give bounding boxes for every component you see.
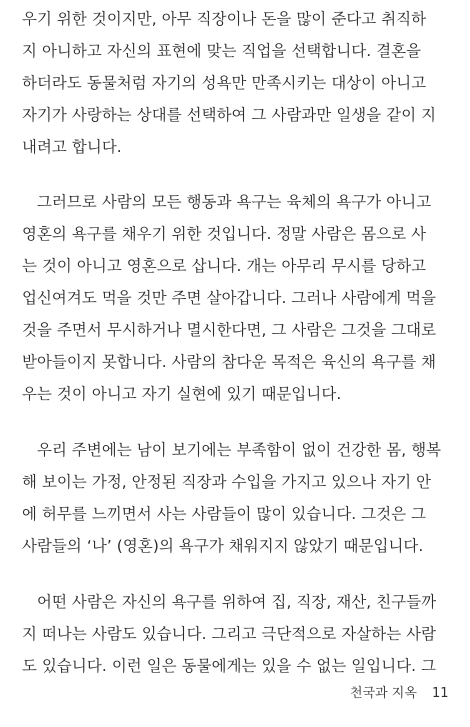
page-footer [0,684,470,704]
text-line: 사람들의 ‘나’ (영혼)의 욕구가 채워지지 않았기 때문입니다. [22,537,424,555]
text-line: 해 보이는 가정, 안정된 직장과 수입을 가지고 있으나 자기 안 [22,473,432,491]
text-line: 우는 것이 아니고 자기 실현에 있기 때문입니다. [22,385,342,403]
text-line: 받아들이지 못합니다. 사람의 참다운 목적은 육신의 욕구를 채 [22,353,437,371]
text-line: 영혼의 욕구를 채우기 위한 것입니다. 정말 사람은 몸으로 사 [22,225,427,243]
page-number: 11 [432,686,449,701]
text-line: 내려고 합니다. [22,138,122,156]
text-line: 자기가 사랑하는 상대를 선택하여 그 사람과만 일생을 같이 지 [22,106,437,124]
text-line: 지 떠나는 사람도 있습니다. 그리고 극단적으로 자살하는 사람 [22,625,437,643]
text-line: 것을 주면서 무시하거나 멸시한다면, 그 사람은 그것을 그대로 [22,321,437,339]
text-line: 하더라도 동물처럼 자기의 성욕만 만족시키는 대상이 아니고 [22,74,427,92]
text-line: 도 있습니다. 이런 일은 동물에게는 있을 수 없는 일입니다. 그 [22,657,437,675]
text-line: 업신여겨도 먹을 것만 주면 살아갑니다. 그러나 사람에게 먹을 [22,289,437,307]
text-line: 그러므로 사람의 모든 행동과 욕구는 육체의 욕구가 아니고 [37,193,432,211]
text-line: 지 아니하고 자신의 표현에 맞는 직업을 선택합니다. 결혼을 [22,42,422,60]
running-title: 천국과 지옥 [350,686,417,701]
text-line: 우리 주변에는 남이 보기에는 부족함이 없이 건강한 몸, 행복 [37,441,442,459]
text-line: 어떤 사람은 자신의 욕구를 위하여 집, 직장, 재산, 친구들까 [37,593,437,611]
text-line: 에 허무를 느끼면서 사는 사람들이 많이 있습니다. 그것은 그 [22,505,427,523]
text-line: 우기 위한 것이지만, 아무 직장이나 돈을 많이 준다고 취직하 [22,10,427,28]
text-line: 는 것이 아니고 영혼으로 삽니다. 개는 아무리 무시를 당하고 [22,257,427,275]
